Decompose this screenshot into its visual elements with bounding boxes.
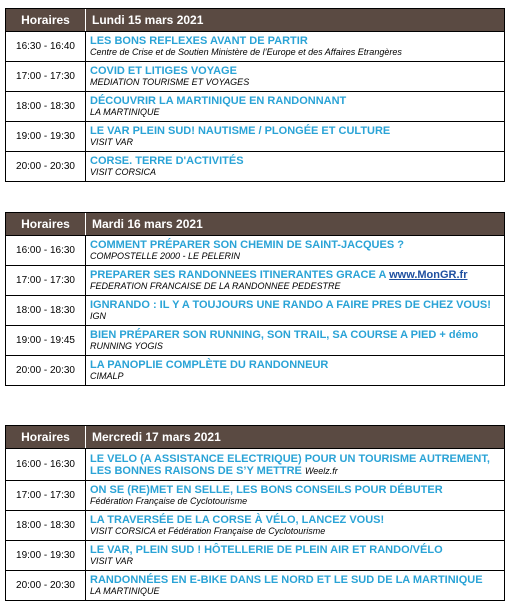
session-title[interactable]: CORSE. TERRE D'ACTIVITÉS [90, 155, 244, 167]
session-row [6, 295, 504, 325]
session-time: 20:00 - 20:30 [6, 571, 86, 600]
session-row [6, 355, 504, 385]
session-title[interactable] [90, 269, 500, 281]
session-title[interactable]: ON SE (RE)MET EN SELLE, LES BONS CONSEILS POUR DÉBUTER [90, 484, 443, 496]
session-time: 18:00 - 18:30 [6, 296, 86, 325]
session-row [6, 61, 504, 91]
header-date: Mardi 16 mars 2021 [92, 217, 203, 231]
session-organizer: VISIT VAR [90, 556, 134, 566]
header-date: Lundi 15 mars 2021 [92, 13, 204, 27]
session-time: 17:00 - 17:30 [6, 62, 86, 91]
schedule-day-1 [5, 8, 505, 182]
day-header [6, 213, 504, 235]
session-time: 16:30 - 16:40 [6, 32, 86, 61]
session-row [6, 31, 504, 61]
session-time: 20:00 - 20:30 [6, 356, 86, 385]
session-time: 18:00 - 18:30 [6, 511, 86, 540]
session-title[interactable]: DÉCOUVRIR LA MARTINIQUE EN RANDONNANT [90, 95, 347, 107]
session-title[interactable]: COVID ET LITIGES VOYAGE [90, 65, 237, 77]
session-organizer: VISIT VAR [90, 137, 134, 147]
session-organizer: VISIT CORSICA [90, 167, 157, 177]
session-organizer: LA MARTINIQUE [90, 107, 160, 117]
session-title-text: LE VELO (A ASSISTANCE ELECTRIQUE) POUR UN TOURISME AUTREMENT, LES BONNES RAISONS DE S’Y METTRE [90, 452, 490, 477]
session-time: 17:00 - 17:30 [6, 481, 86, 510]
header-time-label: Horaires [6, 426, 86, 448]
session-title[interactable]: LA TRAVERSÉE DE LA CORSE À VÉLO, LANCEZ VOUS! [90, 514, 385, 526]
session-title[interactable]: LE VAR PLEIN SUD! NAUTISME / PLONGÉE ET CULTURE [90, 125, 391, 137]
session-row [6, 121, 504, 151]
session-time: 19:00 - 19:30 [6, 541, 86, 570]
session-title-text: PREPARER SES RANDONNEES ITINERANTES GRACE A [90, 269, 390, 281]
header-time-label: Horaires [6, 213, 86, 235]
session-row [6, 510, 504, 540]
session-row [6, 540, 504, 570]
session-title[interactable]: COMMENT PRÉPARER SON CHEMIN DE SAINT-JACQUES ? [90, 239, 404, 251]
session-title[interactable]: LA PANOPLIE COMPLÈTE DU RANDONNEUR [90, 359, 329, 371]
session-title[interactable]: LE VAR, PLEIN SUD ! HÔTELLERIE DE PLEIN AIR ET RANDO/VÉLO [90, 544, 443, 556]
session-title[interactable]: IGNRANDO : IL Y A TOUJOURS UNE RANDO A FAIRE PRES DE CHEZ VOUS! [90, 299, 491, 311]
schedule-day-2 [5, 212, 505, 386]
session-time: 17:00 - 17:30 [6, 266, 86, 295]
session-title[interactable]: RANDONNÉES EN E-BIKE DANS LE NORD ET LE SUD DE LA MARTINIQUE [90, 574, 483, 586]
session-organizer: LA MARTINIQUE [90, 586, 160, 596]
session-row [6, 448, 504, 480]
session-title[interactable]: LES BONS REFLEXES AVANT DE PARTIR [90, 35, 308, 47]
session-organizer: IGN [90, 311, 107, 321]
session-time: 16:00 - 16:30 [6, 449, 86, 480]
session-time: 19:00 - 19:30 [6, 122, 86, 151]
session-row [6, 265, 504, 295]
session-organizer: Weelz.fr [304, 465, 338, 476]
schedule-day-3 [5, 425, 505, 601]
session-time: 18:00 - 18:30 [6, 92, 86, 121]
session-organizer: VISIT CORSICA et Fédération Française de Cyclotourisme [90, 526, 326, 536]
session-organizer: FEDERATION FRANCAISE DE LA RANDONNEE PEDESTRE [90, 281, 341, 291]
session-row [6, 570, 504, 600]
header-date: Mercredi 17 mars 2021 [92, 430, 221, 444]
session-organizer: Fédération Française de Cyclotourisme [90, 496, 248, 506]
session-time: 16:00 - 16:30 [6, 236, 86, 265]
session-row [6, 151, 504, 181]
session-time: 20:00 - 20:30 [6, 152, 86, 181]
session-time: 19:00 - 19:45 [6, 326, 86, 355]
session-title[interactable]: BIEN PRÉPARER SON RUNNING, SON TRAIL, SA COURSE A PIED + démo [90, 329, 479, 341]
session-organizer: RUNNING YOGIS [90, 341, 163, 351]
session-row [6, 235, 504, 265]
session-row [6, 91, 504, 121]
day-header [6, 426, 504, 448]
session-row [6, 325, 504, 355]
day-header [6, 9, 504, 31]
session-organizer: COMPOSTELLE 2000 - LE PELERIN [90, 251, 241, 261]
session-title[interactable] [90, 453, 500, 477]
session-organizer: MEDIATION TOURISME ET VOYAGES [90, 77, 250, 87]
session-row [6, 480, 504, 510]
header-time-label: Horaires [6, 9, 86, 31]
session-organizer: Centre de Crise et de Soutien Ministère de l’Europe et des Affaires Etrangères [90, 47, 402, 57]
session-organizer: CIMALP [90, 371, 124, 381]
mongr-link[interactable]: www.MonGR.fr [389, 269, 468, 281]
